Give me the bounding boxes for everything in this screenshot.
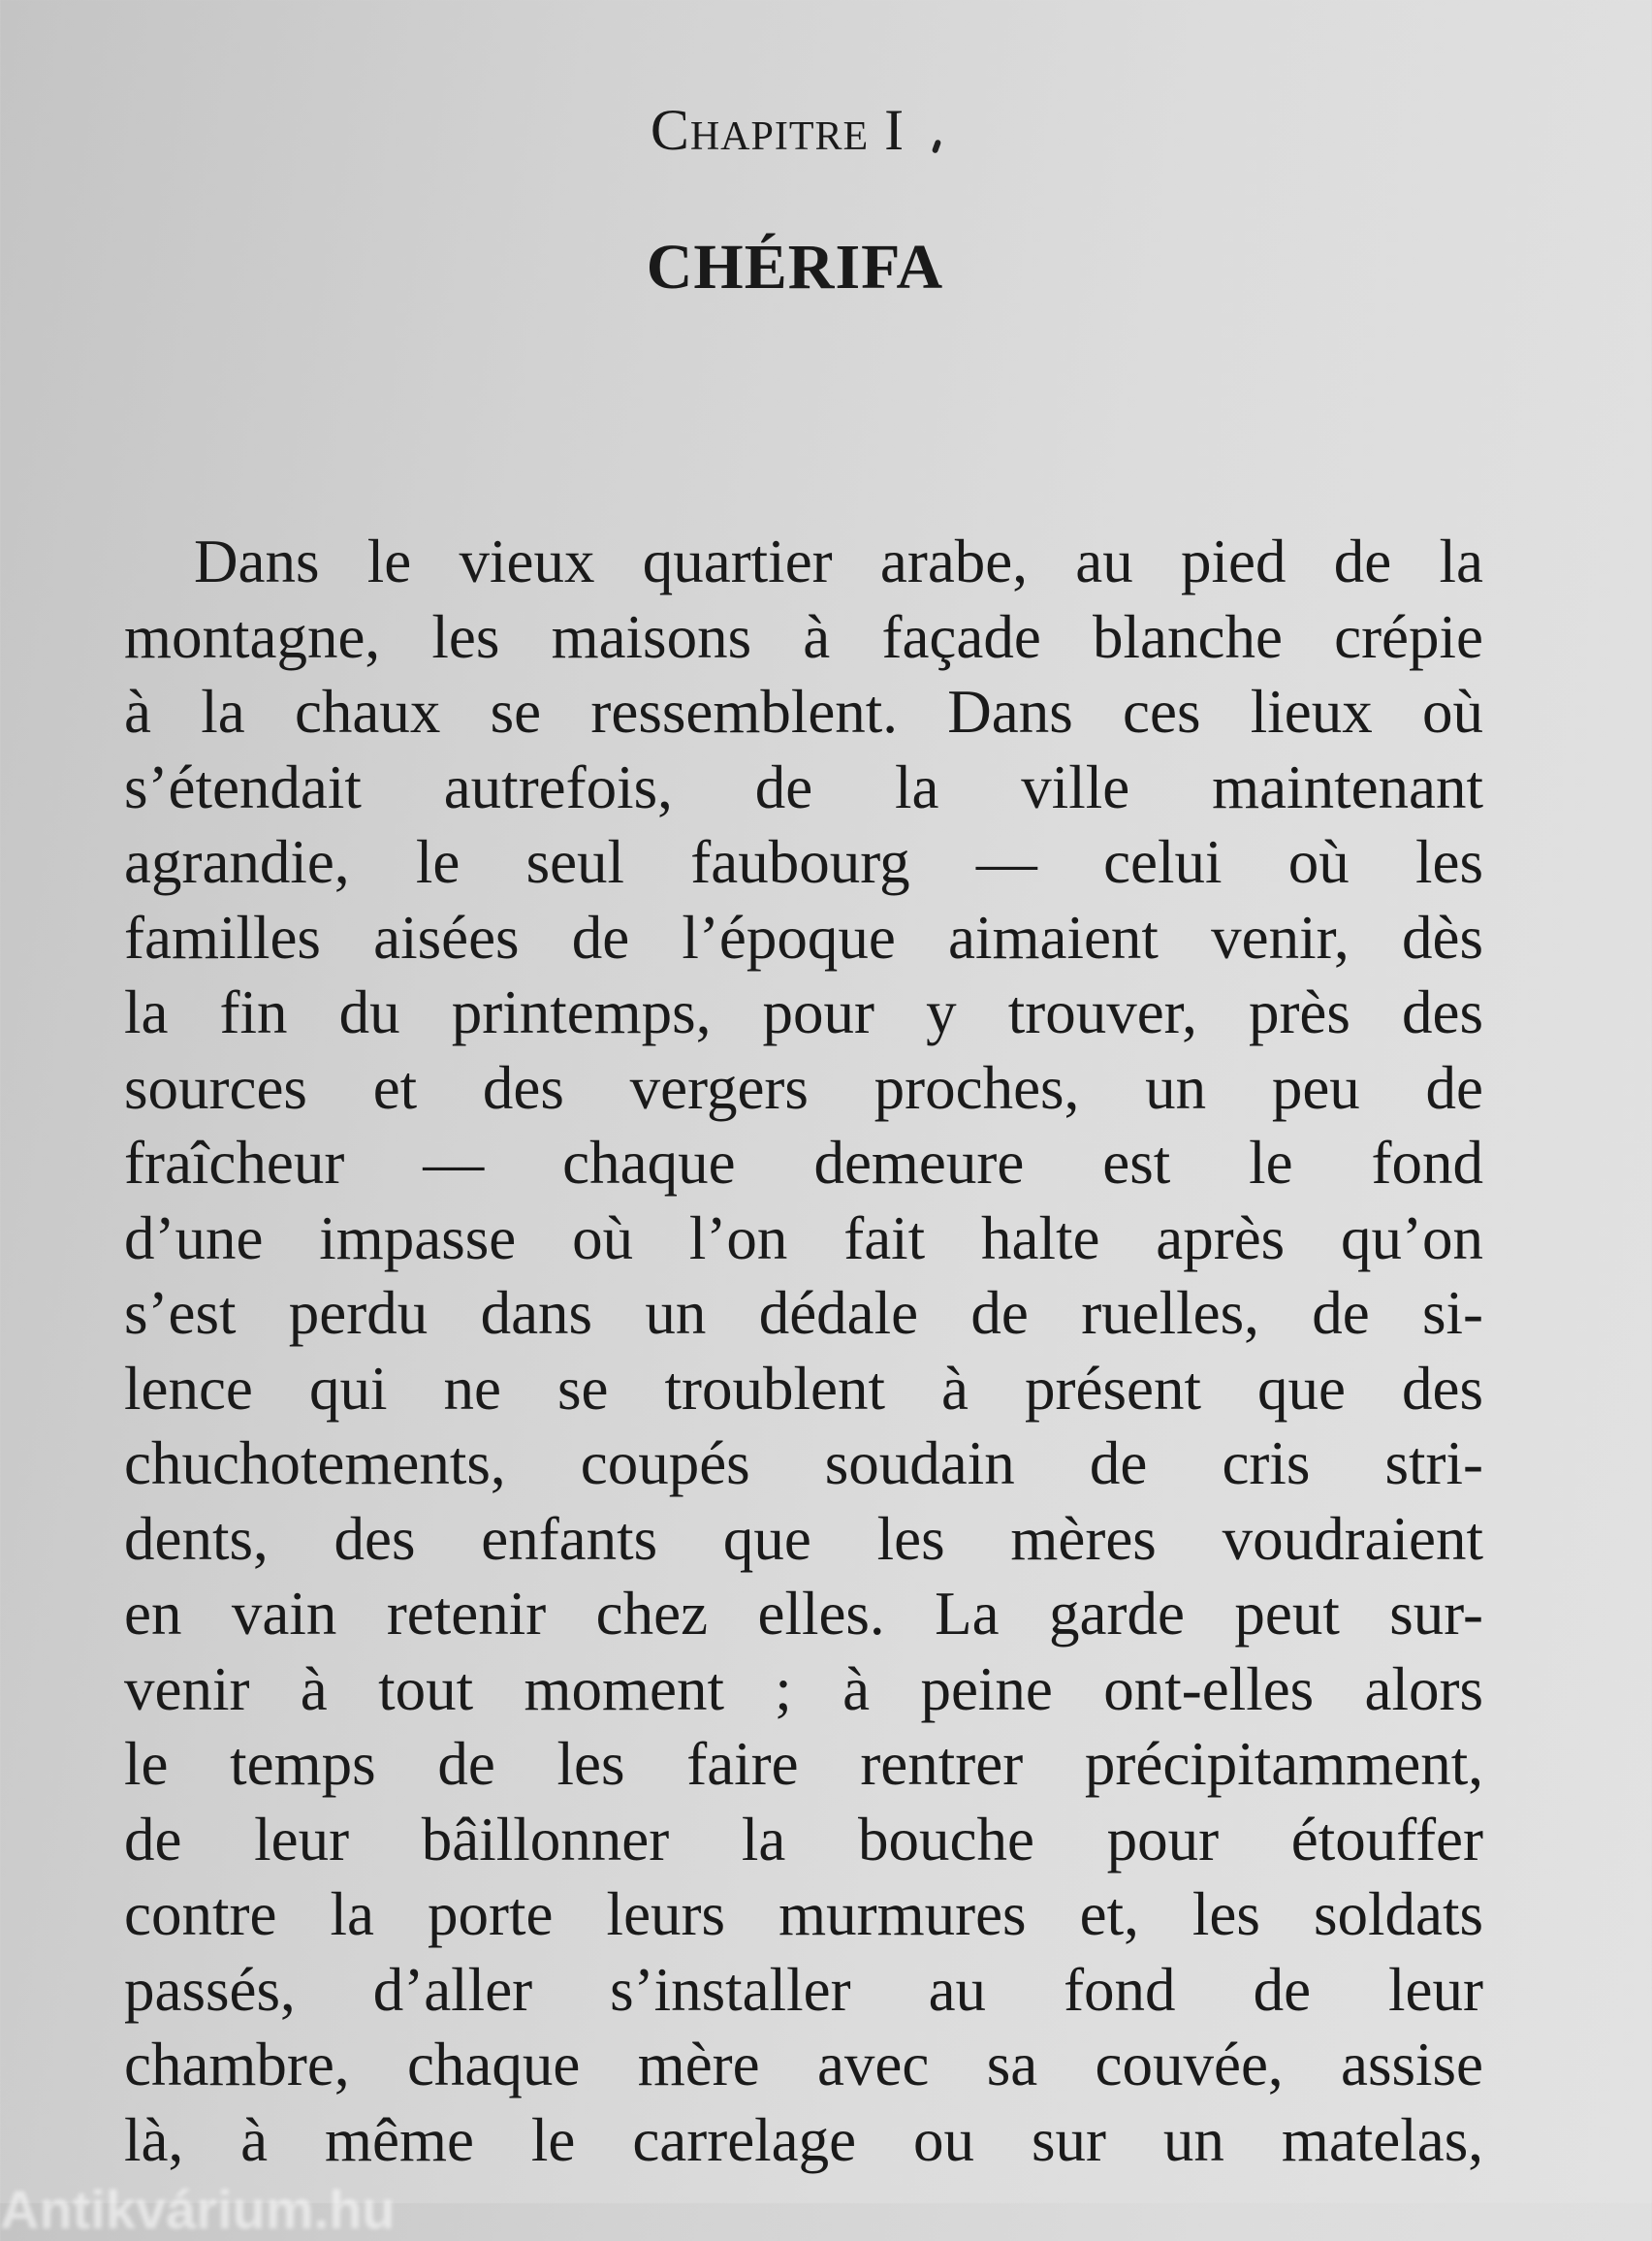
text-line: d’une impasse où l’on fait halte après qu’on: [124, 1203, 1483, 1272]
text-line: chambre, chaque mère avec sa couvée, assise: [124, 2031, 1483, 2098]
text-line: contre la porte leurs murmures et, les soldats: [124, 1880, 1483, 1948]
text-line: lence qui ne se troublent à présent que des: [124, 1354, 1483, 1423]
text-line: agrandie, le seul faubourg — celui où les: [124, 828, 1483, 896]
text-line: s’étendait autrefois, de la ville maintenant: [124, 752, 1483, 821]
text-line: le temps de les faire rentrer précipitamment,: [124, 1730, 1483, 1798]
text-line: passés, d’aller s’installer au fond de leur: [124, 1955, 1483, 2024]
text-line: venir à tout moment ; à peine ont-elles alors: [124, 1654, 1483, 1723]
text-line: à la chaux se ressemblent. Dans ces lieux où: [124, 678, 1483, 746]
text-line: fraîcheur — chaque demeure est le fond: [124, 1129, 1483, 1197]
text-line: la fin du printemps, pour y trouver, près des: [124, 978, 1483, 1046]
ink-speck: [932, 139, 941, 153]
text-line: familles aisées de l’époque aimaient venir, dès: [124, 903, 1483, 972]
paragraph: [124, 525, 1483, 2178]
text-line: là, à même le carrelage ou sur un matelas,: [124, 2105, 1483, 2174]
text-line: montagne, les maisons à façade blanche crépie: [124, 602, 1483, 671]
text-line: de leur bâillonner la bouche pour étouffer: [124, 1805, 1483, 1873]
chapter-label: Chapitre I: [650, 98, 905, 162]
watermark: Antikvárium.hu: [0, 2179, 396, 2240]
text-line: chuchotements, coupés soudain de cris stri-: [124, 1429, 1483, 1497]
text-line: en vain retenir chez elles. La garde peut sur-: [124, 1580, 1483, 1648]
text-line: sources et des vergers proches, un peu de: [124, 1053, 1483, 1122]
chapter-title: CHÉRIFA: [646, 232, 944, 303]
chapter-heading: [0, 97, 1590, 164]
text-line: dents, des enfants que les mères voudraient: [124, 1504, 1483, 1573]
text-line: Dans le vieux quartier arabe, au pied de la: [194, 528, 1483, 595]
text-line: s’est perdu dans un dédale de ruelles, de si-: [124, 1279, 1483, 1347]
